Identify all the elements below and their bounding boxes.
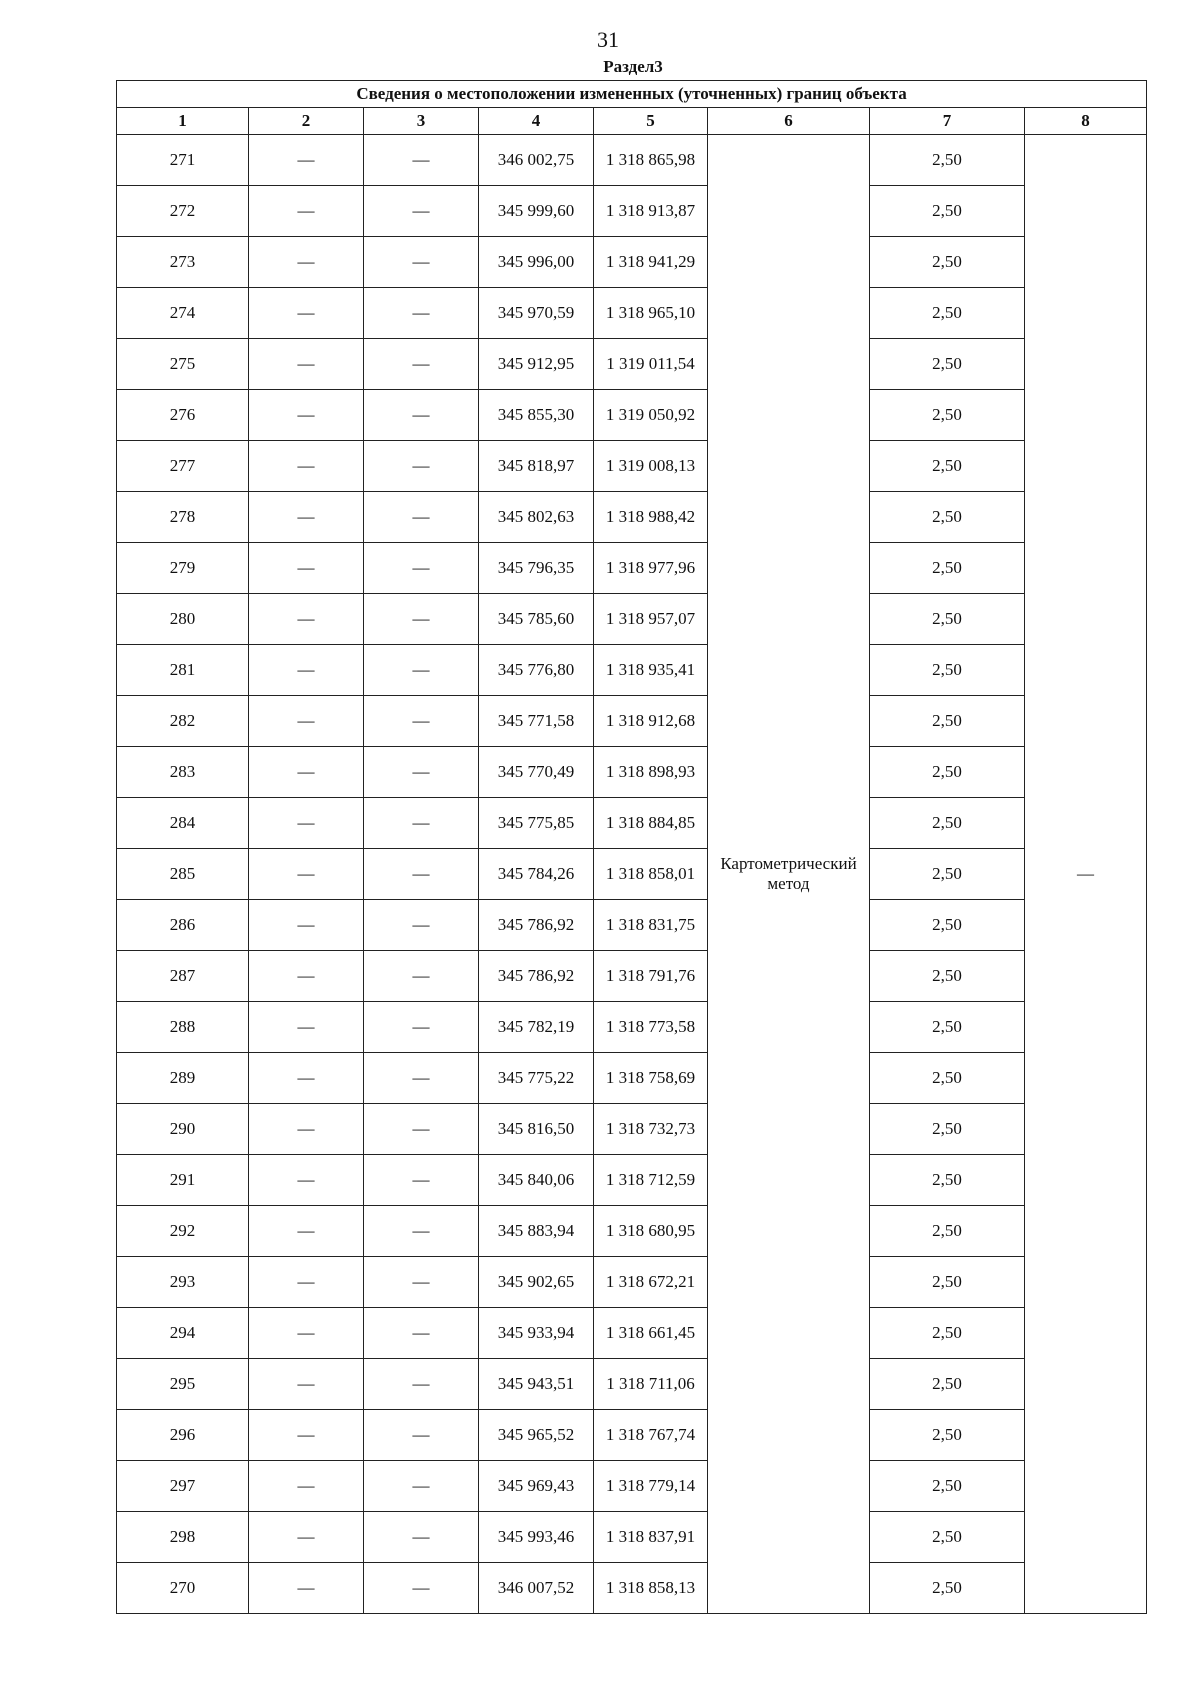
table-row xyxy=(117,1563,1147,1614)
column-2-cell: — xyxy=(249,1308,364,1359)
point-number-cell: 284 xyxy=(117,798,249,849)
column-2-cell: — xyxy=(249,798,364,849)
table-row xyxy=(117,1155,1147,1206)
point-number-cell: 279 xyxy=(117,543,249,594)
x-coordinate-cell: 345 902,65 xyxy=(479,1257,594,1308)
x-coordinate-cell: 345 883,94 xyxy=(479,1206,594,1257)
column-2-cell: — xyxy=(249,1002,364,1053)
x-coordinate-cell: 345 969,43 xyxy=(479,1461,594,1512)
y-coordinate-cell: 1 318 767,74 xyxy=(594,1410,708,1461)
column-2-cell: — xyxy=(249,1410,364,1461)
table-row xyxy=(117,1512,1147,1563)
column-2-cell: — xyxy=(249,1053,364,1104)
accuracy-cell: 2,50 xyxy=(870,1002,1025,1053)
point-number-cell: 270 xyxy=(117,1563,249,1614)
accuracy-cell: 2,50 xyxy=(870,1512,1025,1563)
table-row xyxy=(117,186,1147,237)
column-3-cell: — xyxy=(364,798,479,849)
table-row xyxy=(117,1461,1147,1512)
y-coordinate-cell: 1 318 941,29 xyxy=(594,237,708,288)
x-coordinate-cell: 345 782,19 xyxy=(479,1002,594,1053)
point-number-cell: 290 xyxy=(117,1104,249,1155)
accuracy-cell: 2,50 xyxy=(870,798,1025,849)
table-row xyxy=(117,135,1147,186)
accuracy-cell: 2,50 xyxy=(870,1206,1025,1257)
x-coordinate-cell: 345 786,92 xyxy=(479,951,594,1002)
column-2-cell: — xyxy=(249,339,364,390)
x-coordinate-cell: 345 786,92 xyxy=(479,900,594,951)
table-row xyxy=(117,492,1147,543)
accuracy-cell: 2,50 xyxy=(870,696,1025,747)
column-2-cell: — xyxy=(249,900,364,951)
column-3-cell: — xyxy=(364,696,479,747)
accuracy-cell: 2,50 xyxy=(870,1563,1025,1614)
point-number-cell: 292 xyxy=(117,1206,249,1257)
point-number-cell: 294 xyxy=(117,1308,249,1359)
point-number-cell: 274 xyxy=(117,288,249,339)
column-3-cell: — xyxy=(364,1104,479,1155)
y-coordinate-cell: 1 318 779,14 xyxy=(594,1461,708,1512)
point-number-cell: 281 xyxy=(117,645,249,696)
table-row xyxy=(117,696,1147,747)
y-coordinate-cell: 1 318 837,91 xyxy=(594,1512,708,1563)
column-3-cell: — xyxy=(364,645,479,696)
y-coordinate-cell: 1 318 957,07 xyxy=(594,594,708,645)
column-2-cell: — xyxy=(249,747,364,798)
x-coordinate-cell: 345 816,50 xyxy=(479,1104,594,1155)
accuracy-cell: 2,50 xyxy=(870,1359,1025,1410)
y-coordinate-cell: 1 318 935,41 xyxy=(594,645,708,696)
column-3-cell: — xyxy=(364,1257,479,1308)
x-coordinate-cell: 345 784,26 xyxy=(479,849,594,900)
column-3-cell: — xyxy=(364,1563,479,1614)
point-number-cell: 291 xyxy=(117,1155,249,1206)
column-number: 7 xyxy=(870,108,1025,135)
table-row xyxy=(117,339,1147,390)
column-number: 3 xyxy=(364,108,479,135)
y-coordinate-cell: 1 318 791,76 xyxy=(594,951,708,1002)
point-number-cell: 295 xyxy=(117,1359,249,1410)
column-number: 8 xyxy=(1025,108,1147,135)
y-coordinate-cell: 1 318 988,42 xyxy=(594,492,708,543)
accuracy-cell: 2,50 xyxy=(870,594,1025,645)
y-coordinate-cell: 1 319 008,13 xyxy=(594,441,708,492)
column-3-cell: — xyxy=(364,1359,479,1410)
x-coordinate-cell: 345 970,59 xyxy=(479,288,594,339)
accuracy-cell: 2,50 xyxy=(870,951,1025,1002)
column-3-cell: — xyxy=(364,951,479,1002)
table-row xyxy=(117,798,1147,849)
column-3-cell: — xyxy=(364,1155,479,1206)
y-coordinate-cell: 1 318 858,01 xyxy=(594,849,708,900)
x-coordinate-cell: 345 996,00 xyxy=(479,237,594,288)
y-coordinate-cell: 1 318 831,75 xyxy=(594,900,708,951)
table-row xyxy=(117,594,1147,645)
point-number-cell: 275 xyxy=(117,339,249,390)
y-coordinate-cell: 1 318 977,96 xyxy=(594,543,708,594)
x-coordinate-cell: 345 965,52 xyxy=(479,1410,594,1461)
column-3-cell: — xyxy=(364,1461,479,1512)
column-3-cell: — xyxy=(364,747,479,798)
y-coordinate-cell: 1 318 858,13 xyxy=(594,1563,708,1614)
y-coordinate-cell: 1 318 712,59 xyxy=(594,1155,708,1206)
table-row xyxy=(117,951,1147,1002)
accuracy-cell: 2,50 xyxy=(870,288,1025,339)
point-number-cell: 288 xyxy=(117,1002,249,1053)
column-3-cell: — xyxy=(364,849,479,900)
accuracy-cell: 2,50 xyxy=(870,849,1025,900)
column-number: 4 xyxy=(479,108,594,135)
table-body xyxy=(117,135,1147,1614)
column-3-cell: — xyxy=(364,339,479,390)
column-3-cell: — xyxy=(364,900,479,951)
point-number-cell: 277 xyxy=(117,441,249,492)
table-row xyxy=(117,849,1147,900)
accuracy-cell: 2,50 xyxy=(870,1257,1025,1308)
column-3-cell: — xyxy=(364,1002,479,1053)
accuracy-cell: 2,50 xyxy=(870,747,1025,798)
column-2-cell: — xyxy=(249,1512,364,1563)
column-2-cell: — xyxy=(249,1257,364,1308)
table-row xyxy=(117,1002,1147,1053)
column-2-cell: — xyxy=(249,849,364,900)
section-title: Раздел3 xyxy=(603,57,663,76)
column-2-cell: — xyxy=(249,951,364,1002)
table-row xyxy=(117,1257,1147,1308)
column-3-cell: — xyxy=(364,1410,479,1461)
table-row xyxy=(117,1308,1147,1359)
y-coordinate-cell: 1 318 661,45 xyxy=(594,1308,708,1359)
column-2-cell: — xyxy=(249,390,364,441)
accuracy-cell: 2,50 xyxy=(870,1155,1025,1206)
y-coordinate-cell: 1 319 011,54 xyxy=(594,339,708,390)
point-number-cell: 271 xyxy=(117,135,249,186)
column-3-cell: — xyxy=(364,543,479,594)
x-coordinate-cell: 345 993,46 xyxy=(479,1512,594,1563)
accuracy-cell: 2,50 xyxy=(870,645,1025,696)
column-2-cell: — xyxy=(249,645,364,696)
column-number: 2 xyxy=(249,108,364,135)
column-2-cell: — xyxy=(249,492,364,543)
column-3-cell: — xyxy=(364,1512,479,1563)
table-caption: Сведения о местоположении измененных (уточненных) границ объекта xyxy=(117,81,1147,108)
column-number: 5 xyxy=(594,108,708,135)
accuracy-cell: 2,50 xyxy=(870,237,1025,288)
column-2-cell: — xyxy=(249,237,364,288)
table-row xyxy=(117,747,1147,798)
y-coordinate-cell: 1 318 865,98 xyxy=(594,135,708,186)
y-coordinate-cell: 1 318 913,87 xyxy=(594,186,708,237)
y-coordinate-cell: 1 318 758,69 xyxy=(594,1053,708,1104)
column-2-cell: — xyxy=(249,441,364,492)
table-row xyxy=(117,900,1147,951)
point-number-cell: 286 xyxy=(117,900,249,951)
point-number-cell: 293 xyxy=(117,1257,249,1308)
column-number-row xyxy=(117,108,1147,135)
table-row xyxy=(117,288,1147,339)
table-row xyxy=(117,441,1147,492)
table-row xyxy=(117,237,1147,288)
y-coordinate-cell: 1 318 672,21 xyxy=(594,1257,708,1308)
accuracy-cell: 2,50 xyxy=(870,135,1025,186)
column-2-cell: — xyxy=(249,1206,364,1257)
table-row xyxy=(117,1410,1147,1461)
x-coordinate-cell: 345 855,30 xyxy=(479,390,594,441)
point-number-cell: 285 xyxy=(117,849,249,900)
x-coordinate-cell: 345 776,80 xyxy=(479,645,594,696)
y-coordinate-cell: 1 318 884,85 xyxy=(594,798,708,849)
x-coordinate-cell: 345 796,35 xyxy=(479,543,594,594)
column-2-cell: — xyxy=(249,543,364,594)
column-3-cell: — xyxy=(364,237,479,288)
y-coordinate-cell: 1 319 050,92 xyxy=(594,390,708,441)
table-row xyxy=(117,1359,1147,1410)
point-number-cell: 282 xyxy=(117,696,249,747)
x-coordinate-cell: 345 775,22 xyxy=(479,1053,594,1104)
column-number: 6 xyxy=(708,108,870,135)
accuracy-cell: 2,50 xyxy=(870,390,1025,441)
accuracy-cell: 2,50 xyxy=(870,900,1025,951)
point-number-cell: 273 xyxy=(117,237,249,288)
accuracy-cell: 2,50 xyxy=(870,441,1025,492)
accuracy-cell: 2,50 xyxy=(870,1104,1025,1155)
y-coordinate-cell: 1 318 732,73 xyxy=(594,1104,708,1155)
accuracy-cell: 2,50 xyxy=(870,1461,1025,1512)
table-row xyxy=(117,390,1147,441)
x-coordinate-cell: 345 818,97 xyxy=(479,441,594,492)
column-2-cell: — xyxy=(249,594,364,645)
point-number-cell: 297 xyxy=(117,1461,249,1512)
accuracy-cell: 2,50 xyxy=(870,339,1025,390)
accuracy-cell: 2,50 xyxy=(870,492,1025,543)
column-2-cell: — xyxy=(249,186,364,237)
point-number-cell: 272 xyxy=(117,186,249,237)
column-8-cell: — xyxy=(1025,135,1147,1614)
column-number: 1 xyxy=(117,108,249,135)
x-coordinate-cell: 345 771,58 xyxy=(479,696,594,747)
point-number-cell: 298 xyxy=(117,1512,249,1563)
point-number-cell: 287 xyxy=(117,951,249,1002)
point-number-cell: 289 xyxy=(117,1053,249,1104)
column-2-cell: — xyxy=(249,1104,364,1155)
x-coordinate-cell: 345 770,49 xyxy=(479,747,594,798)
column-2-cell: — xyxy=(249,1563,364,1614)
column-3-cell: — xyxy=(364,1206,479,1257)
x-coordinate-cell: 345 775,85 xyxy=(479,798,594,849)
x-coordinate-cell: 345 912,95 xyxy=(479,339,594,390)
y-coordinate-cell: 1 318 912,68 xyxy=(594,696,708,747)
x-coordinate-cell: 345 785,60 xyxy=(479,594,594,645)
table-row xyxy=(117,1053,1147,1104)
y-coordinate-cell: 1 318 680,95 xyxy=(594,1206,708,1257)
column-3-cell: — xyxy=(364,390,479,441)
accuracy-cell: 2,50 xyxy=(870,1308,1025,1359)
x-coordinate-cell: 345 802,63 xyxy=(479,492,594,543)
column-3-cell: — xyxy=(364,594,479,645)
accuracy-cell: 2,50 xyxy=(870,543,1025,594)
page-number: 31 xyxy=(597,27,619,52)
column-2-cell: — xyxy=(249,1461,364,1512)
point-number-cell: 280 xyxy=(117,594,249,645)
x-coordinate-cell: 346 007,52 xyxy=(479,1563,594,1614)
y-coordinate-cell: 1 318 773,58 xyxy=(594,1002,708,1053)
table-row xyxy=(117,543,1147,594)
point-number-cell: 296 xyxy=(117,1410,249,1461)
y-coordinate-cell: 1 318 711,06 xyxy=(594,1359,708,1410)
boundary-coordinates-table xyxy=(116,80,1147,1614)
y-coordinate-cell: 1 318 965,10 xyxy=(594,288,708,339)
point-number-cell: 283 xyxy=(117,747,249,798)
table-row xyxy=(117,1104,1147,1155)
point-number-cell: 278 xyxy=(117,492,249,543)
method-cell: Картометрический метод xyxy=(708,135,870,1614)
x-coordinate-cell: 345 933,94 xyxy=(479,1308,594,1359)
accuracy-cell: 2,50 xyxy=(870,1410,1025,1461)
column-2-cell: — xyxy=(249,1359,364,1410)
table-row xyxy=(117,645,1147,696)
column-2-cell: — xyxy=(249,1155,364,1206)
column-2-cell: — xyxy=(249,288,364,339)
x-coordinate-cell: 345 999,60 xyxy=(479,186,594,237)
column-3-cell: — xyxy=(364,135,479,186)
x-coordinate-cell: 345 840,06 xyxy=(479,1155,594,1206)
y-coordinate-cell: 1 318 898,93 xyxy=(594,747,708,798)
column-3-cell: — xyxy=(364,1308,479,1359)
column-2-cell: — xyxy=(249,696,364,747)
x-coordinate-cell: 346 002,75 xyxy=(479,135,594,186)
table-row xyxy=(117,1206,1147,1257)
accuracy-cell: 2,50 xyxy=(870,186,1025,237)
column-3-cell: — xyxy=(364,441,479,492)
x-coordinate-cell: 345 943,51 xyxy=(479,1359,594,1410)
point-number-cell: 276 xyxy=(117,390,249,441)
column-2-cell: — xyxy=(249,135,364,186)
column-3-cell: — xyxy=(364,288,479,339)
column-3-cell: — xyxy=(364,492,479,543)
column-3-cell: — xyxy=(364,1053,479,1104)
column-3-cell: — xyxy=(364,186,479,237)
accuracy-cell: 2,50 xyxy=(870,1053,1025,1104)
